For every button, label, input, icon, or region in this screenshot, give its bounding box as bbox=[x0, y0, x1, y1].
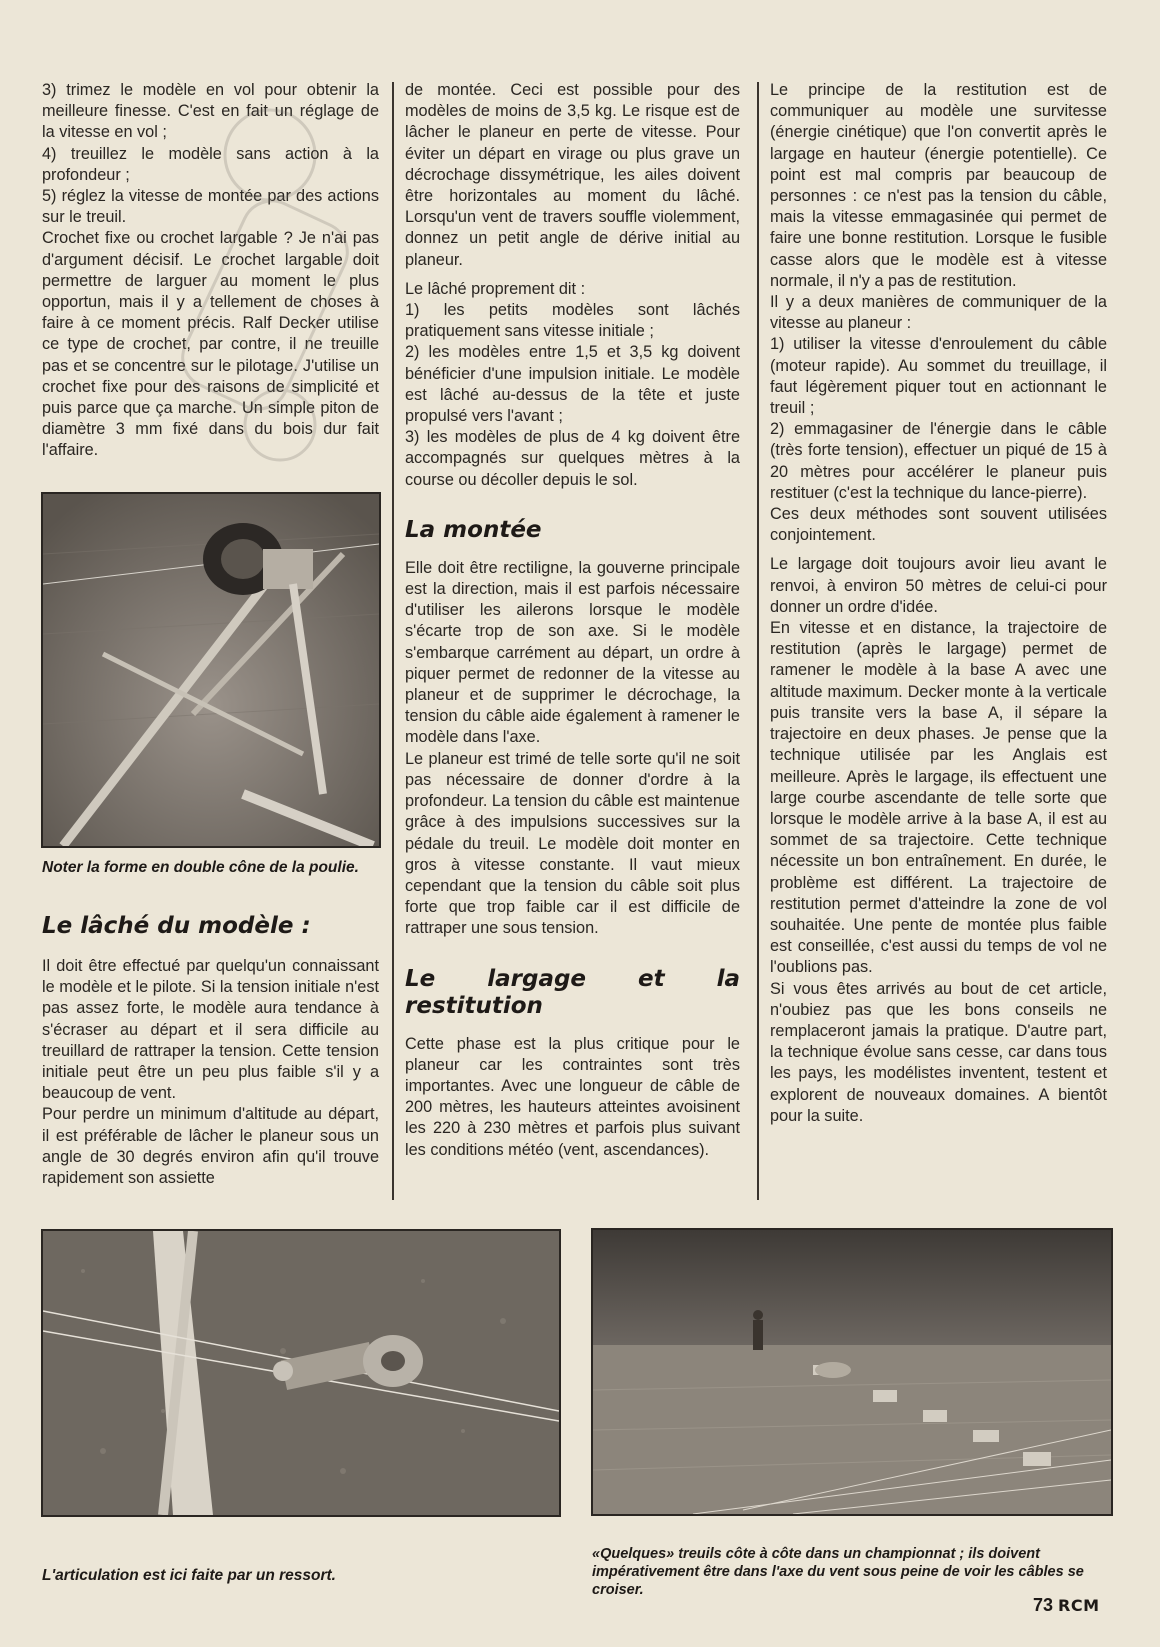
caption-winches-field: «Quelques» treuils côte à côte dans un championnat ; ils doivent impérativement être dans l'axe du vent sous peine de voir les câbles se croiser. bbox=[592, 1546, 1084, 1598]
paragraph: 2) les modèles entre 1,5 et 3,5 kg doivent bénéficier d'une impulsion initiale. Le modèle est lâché au-dessus de la tête et juste propulsé vers l'avant ; bbox=[405, 343, 740, 426]
column-rule-right bbox=[757, 82, 759, 1200]
section-heading: La montée bbox=[405, 516, 542, 543]
paragraph: Pour perdre un minimum d'altitude au départ, il est préférable de lâcher le planeur sous un angle de 30 degrés environ afin qu'il trouve rapidement son assiette bbox=[42, 1105, 379, 1188]
paragraph: Le principe de la restitution est de communiquer au modèle une survitesse (énergie cinétique) que l'on convertit après le largage en hauteur (énergie potentielle). Ce point est mal compris par beaucoup de personnes : ce n'est pas la tension du câble, mais la vitesse emmagasinée qui permet de faire une bonne restitution. Lorsque le fusible casse alors que le modèle est à vitesse normale, il n'y a pas de restitution. bbox=[770, 81, 1107, 290]
photo-pulley bbox=[41, 492, 381, 848]
column-rule-left bbox=[392, 82, 394, 1200]
column-1-lower bbox=[42, 913, 379, 1189]
column-1 bbox=[42, 80, 379, 462]
paragraph: 1) utiliser la vitesse d'enroulement du câble (moteur rapide). Au sommet du treuillage, il faut légèrement piquer tout en actionnant le treuil ; bbox=[770, 335, 1107, 418]
paragraph: En vitesse et en distance, la trajectoire de restitution (après le largage) permet de ramener le modèle à la base A avec une altitude maximum. Decker monte à la verticale puis transite vers la base A, il sépare la trajectoire en deux phases. Je pense que la technique utilisée par les Anglais est meilleure. Après le largage, ils effectuent une large courbe ascendante de telle sorte que lorsque le modèle arrive à la base A, il est au sommet de sa trajectoire. Cette technique nécessite un bon entraînement. En durée, le problème est différent. La trajectoire de restitution permet d'atteindre la zone de vol souhaitée. Une pente de montée plus faible est conseillée, c'est aussi du temps de vol ne l'oublions pas. bbox=[770, 619, 1107, 977]
page-number: 73 bbox=[1033, 1595, 1054, 1615]
paragraph: Le planeur est trimé de telle sorte qu'il ne soit pas nécessaire de donner d'ordre à la profondeur. La tension du câble est maintenue grâce à des impulsions successives sur la pédale du treuil. Le modèle doit monter en gros à vitesse constante. Il vaut mieux cependant que la tension du câble soit plus forte que trop faible car il est difficile de rattraper une sous tension. bbox=[405, 749, 740, 938]
paragraph: Le lâché proprement dit : bbox=[405, 279, 586, 298]
caption-spring-joint: L'articulation est ici faite par un ressort. bbox=[42, 1567, 336, 1584]
paragraph: 3) les modèles de plus de 4 kg doivent être accompagnés sur quelques mètres à la course ou décoller depuis le sol. bbox=[405, 428, 740, 489]
paragraph: Crochet fixe ou crochet largable ? Je n'ai pas d'argument décisif. Le crochet largable doit permettre de larguer au moment le plus opportun, mais il y a tellement de choses à faire à ce moment précis. Ralf Decker utilise ce type de crochet, par contre, il ne treuille pas et se concentre sur le pilotage. J'utilise un crochet fixe pour des raisons de simplicité et puis parce que ça marche. Un simple piton de diamètre 3 mm fixé dans du bois dur fait l'affaire. bbox=[42, 229, 379, 460]
paragraph: 3) trimez le modèle en vol pour obtenir la meilleure finesse. C'est en fait un réglage de la vitesse en vol ; bbox=[42, 81, 379, 142]
paragraph: Ces deux méthodes sont souvent utilisées conjointement. bbox=[770, 505, 1107, 545]
paragraph: 1) les petits modèles sont lâchés pratiquement sans vitesse initiale ; bbox=[405, 301, 740, 341]
page-footer bbox=[1033, 1595, 1100, 1616]
magazine-brand: RCM bbox=[1058, 1596, 1100, 1615]
paragraph: de montée. Ceci est possible pour des modèles de moins de 3,5 kg. Le risque est de lâcher le planeur en perte de vitesse. Pour éviter un départ en virage ou plus grave un décrochage dissymétrique, les ailes doivent être horizontales au moment du lâché. Lorsqu'un vent de travers souffle violemment, donnez un petit angle de dérive initial au planeur. bbox=[405, 81, 740, 269]
section-heading: Le lâché du modèle : bbox=[42, 913, 311, 939]
caption-pulley: Noter la forme en double cône de la poulie. bbox=[42, 859, 359, 876]
paragraph: Il doit être effectué par quelqu'un connaissant le modèle et le pilote. Si la tension initiale n'est pas assez forte, le modèle aura tendance à s'écraser au départ et il sera difficile au treuillard de rattraper la tension. Cette tension initiale peut être un peu plus faible s'il y a beaucoup de vent. bbox=[42, 957, 379, 1103]
column-2 bbox=[405, 80, 740, 1161]
paragraph: 2) emmagasiner de l'énergie dans le câble (très forte tension), effectuer un piqué de 15 à 20 mètres pour accélérer le planeur puis restituer (c'est la technique du lance-pierre). bbox=[770, 420, 1107, 502]
paragraph: 5) réglez la vitesse de montée par des actions sur le treuil. bbox=[42, 187, 379, 227]
paragraph: Il y a deux manières de communiquer de la vitesse au planeur : bbox=[770, 293, 1107, 333]
photo-spring-joint bbox=[41, 1229, 561, 1517]
paragraph: 4) treuillez le modèle sans action à la profondeur ; bbox=[42, 144, 379, 184]
paragraph: Le largage doit toujours avoir lieu avant le renvoi, à environ 50 mètres de celui-ci pour donner un ordre d'idée. bbox=[770, 555, 1107, 616]
column-3 bbox=[770, 80, 1107, 1127]
paragraph: Elle doit être rectiligne, la gouverne principale est la direction, mais il est parfois nécessaire d'utiliser les ailerons lorsque le modèle s'écarte trop de son axe. Si le modèle s'embarque carrément au départ, un ordre à piquer permet de redonner de la vitesse au planeur et de supprimer le décrochage, la tension du câble aide également à ramener le modèle dans l'axe. bbox=[405, 558, 740, 747]
paragraph: Si vous êtes arrivés au bout de cet article, n'oubiez pas que les bons conseils ne remplaceront jamais la pratique. D'autre part, la technique évolue sans cesse, car dans tous les pays, les modélistes inventent, testent et explorent de nouveaux domaines. A bientôt pour la suite. bbox=[770, 979, 1107, 1125]
photo-winches-field bbox=[591, 1228, 1113, 1516]
paragraph: Cette phase est la plus critique pour le planeur car les contraintes sont très importantes. Avec une longueur de câble de 200 mètres, les hauteurs atteintes avoisinent les 220 à 230 mètres et parfois plus suivant les conditions météo (vent, ascendances). bbox=[405, 1034, 740, 1159]
section-heading: Le largage et la restitution bbox=[405, 965, 740, 1019]
